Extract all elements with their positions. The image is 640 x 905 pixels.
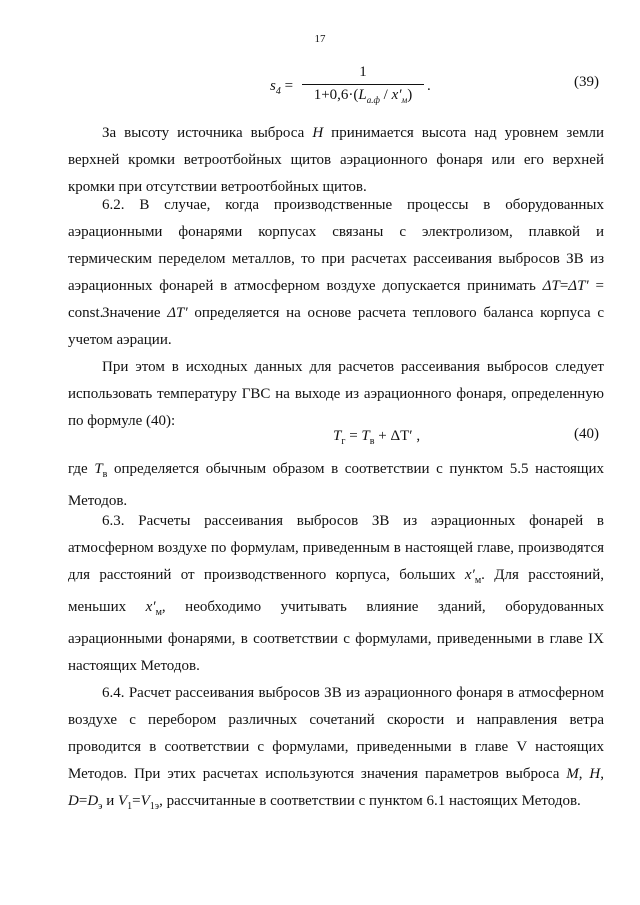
- formula-39-lhs: $s_4$ =: [270, 78, 294, 97]
- formula-39-numerator: 1: [359, 64, 367, 80]
- formula-40: $T_г = T_в + \Delta T'$ ,: [333, 428, 421, 447]
- page-number: 17: [314, 33, 326, 45]
- paragraph-6-3: 6.3. Расчеты рассеивания выбросов ЗВ из аэрационных фонарей в атмосферном воздухе по формулам, приведенным в настоящей главе, производятся для расстояний от производственного корпуса, больших $x'_м$. Для расстояний, меньших $x'_м$, необходимо учитывать влияние зданий, оборудованных аэрационными фонарями, в соответствии с формулами, приведенными в главе IX настоящих Методов.: [68, 513, 604, 674]
- equation-number-40: (40): [574, 426, 599, 442]
- fraction-bar: [302, 84, 424, 85]
- paragraph-gvs-temperature: При этом в исходных данных для расчетов рассеивания выбросов следует использовать температуру ГВС на выходе из аэрационного фонаря, определенную по формуле (40):: [68, 359, 604, 429]
- paragraph-delta-t: Значение ΔT′ определяется на основе расчета теплового баланса корпуса с учетом аэрации.: [68, 305, 604, 348]
- paragraph-source-height: За высоту источника выброса H принимается высота над уровнем земли верхней кромки ветроотбойных щитов аэрационного фонаря или его верхней кромки при отсутствии ветроотбойных щитов.: [68, 125, 604, 195]
- paragraph-6-4: 6.4. Расчет рассеивания выбросов ЗВ из аэрационного фонаря в атмосферном воздухе с перебором различных сочетаний скорости и направления ветра проводится в соответствии с формулами, приведенными в главе V настоящих Методов. При этих расчетах используются значения параметров выброса M, H, $D=D_э$ и $V_1=V_{1э}$, рассчитанные в соответствии с пунктом 6.1 настоящих Методов.: [68, 685, 604, 812]
- paragraph-where-tv: где $T_в$ определяется обычным образом в соответствии с пунктом 5.5 настоящих Методов.: [68, 461, 604, 509]
- formula-39-fraction: [302, 64, 424, 105]
- equation-number-39: (39): [574, 74, 599, 90]
- formula-39-trail: .: [427, 78, 431, 94]
- paragraph-6-2: 6.2. В случае, когда производственные процессы в оборудованных аэрационными фонарями корпусах связаны с электролизом, плавкой и термическим переделом металлов, то при расчетах рассеивания выбросов ЗВ из аэрационных фонарей в атмосферном воздухе допускается принимать ΔT=ΔT′ = const.: [68, 197, 604, 321]
- formula-39-denominator: $1+0,6\cdot(L_{а.ф} / x'_м)$: [313, 87, 413, 105]
